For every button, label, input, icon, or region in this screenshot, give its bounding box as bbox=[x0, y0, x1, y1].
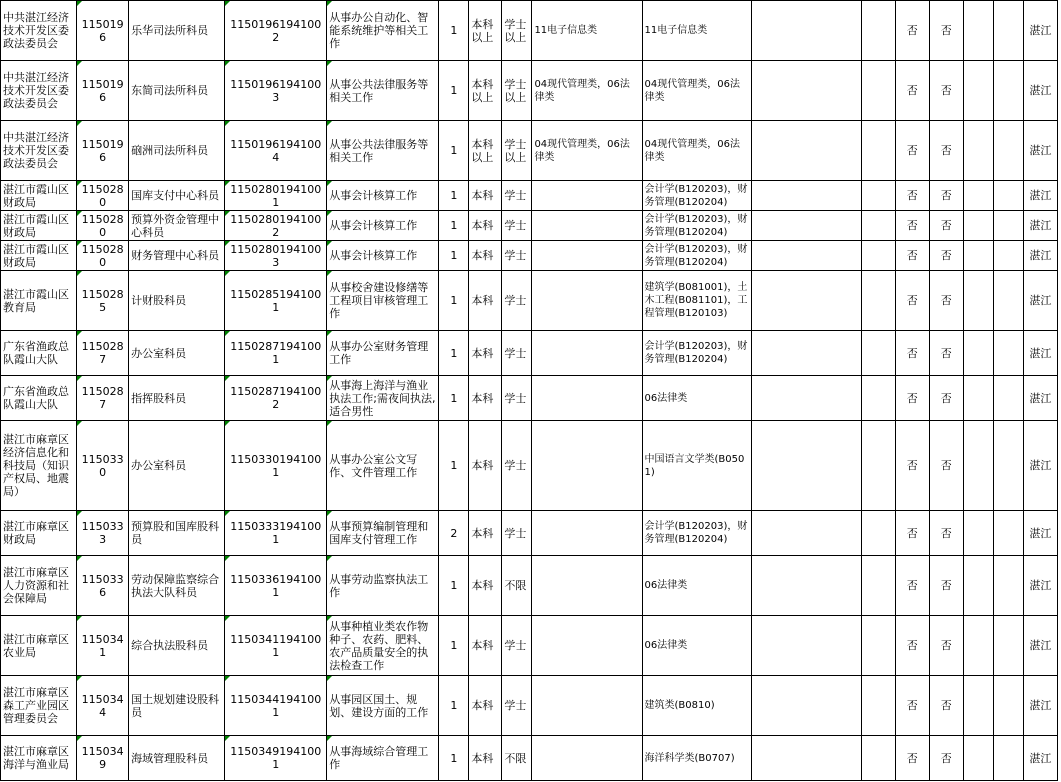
headcount-cell: 1 bbox=[439, 271, 469, 331]
post-code-cell: 11502871941001 bbox=[225, 331, 327, 376]
unit-code-cell: 1150344 bbox=[77, 676, 129, 736]
unit-code-cell: 1150280 bbox=[77, 241, 129, 271]
post-name-cell: 海域管理股科员 bbox=[129, 736, 225, 781]
empty-cell bbox=[993, 61, 1023, 121]
empty-cell bbox=[963, 121, 993, 181]
headcount-cell: 1 bbox=[439, 241, 469, 271]
major-bachelor-cell: 会计学(B120203)，财务管理(B120204) bbox=[642, 331, 751, 376]
major-bachelor-cell: 06法律类 bbox=[642, 376, 751, 421]
empty-cell bbox=[993, 376, 1023, 421]
duty-cell: 从事公共法律服务等相关工作 bbox=[327, 61, 439, 121]
condition-cell: 否 bbox=[929, 676, 963, 736]
condition-cell: 否 bbox=[895, 61, 929, 121]
post-code-cell: 11501961941004 bbox=[225, 121, 327, 181]
condition-cell: 否 bbox=[895, 211, 929, 241]
table-row bbox=[1, 211, 1058, 241]
empty-cell bbox=[751, 376, 861, 421]
degree-cell: 不限 bbox=[502, 736, 532, 781]
empty-cell bbox=[963, 1, 993, 61]
degree-cell: 学士 bbox=[502, 376, 532, 421]
empty-cell bbox=[751, 181, 861, 211]
post-code-cell: 11502871941002 bbox=[225, 376, 327, 421]
degree-cell: 学士以上 bbox=[502, 121, 532, 181]
post-code-cell: 11502801941001 bbox=[225, 181, 327, 211]
headcount-cell: 1 bbox=[439, 421, 469, 511]
major-college-cell bbox=[532, 736, 642, 781]
condition-cell: 否 bbox=[929, 241, 963, 271]
major-bachelor-cell: 06法律类 bbox=[642, 616, 751, 676]
unit-cell: 湛江市霞山区教育局 bbox=[1, 271, 77, 331]
unit-cell: 湛江市麻章区财政局 bbox=[1, 511, 77, 556]
empty-cell bbox=[751, 736, 861, 781]
empty-cell bbox=[993, 331, 1023, 376]
headcount-cell: 1 bbox=[439, 676, 469, 736]
condition-cell: 否 bbox=[895, 331, 929, 376]
degree-cell: 学士 bbox=[502, 271, 532, 331]
post-name-cell: 办公室科员 bbox=[129, 331, 225, 376]
condition-cell: 否 bbox=[929, 616, 963, 676]
unit-code-cell: 1150333 bbox=[77, 511, 129, 556]
post-name-cell: 指挥股科员 bbox=[129, 376, 225, 421]
post-name-cell: 国库支付中心科员 bbox=[129, 181, 225, 211]
city-cell: 湛江 bbox=[1023, 271, 1057, 331]
unit-cell: 湛江市霞山区财政局 bbox=[1, 241, 77, 271]
condition-cell: 否 bbox=[929, 331, 963, 376]
table-row bbox=[1, 181, 1058, 211]
post-name-cell: 东简司法所科员 bbox=[129, 61, 225, 121]
table-row bbox=[1, 676, 1058, 736]
empty-cell bbox=[751, 421, 861, 511]
city-cell: 湛江 bbox=[1023, 1, 1057, 61]
major-college-cell bbox=[532, 421, 642, 511]
city-cell: 湛江 bbox=[1023, 241, 1057, 271]
post-name-cell: 综合执法股科员 bbox=[129, 616, 225, 676]
education-cell: 本科 bbox=[469, 271, 502, 331]
empty-cell bbox=[993, 241, 1023, 271]
post-code-cell: 11501961941003 bbox=[225, 61, 327, 121]
headcount-cell: 1 bbox=[439, 61, 469, 121]
empty-cell bbox=[963, 211, 993, 241]
unit-code-cell: 1150280 bbox=[77, 181, 129, 211]
post-name-cell: 预算外资金管理中心科员 bbox=[129, 211, 225, 241]
empty-cell bbox=[751, 511, 861, 556]
education-cell: 本科 bbox=[469, 616, 502, 676]
empty-cell bbox=[993, 511, 1023, 556]
empty-cell bbox=[993, 121, 1023, 181]
major-bachelor-cell: 会计学(B120203)，财务管理(B120204) bbox=[642, 181, 751, 211]
major-college-cell bbox=[532, 181, 642, 211]
post-name-cell: 乐华司法所科员 bbox=[129, 1, 225, 61]
education-cell: 本科 bbox=[469, 511, 502, 556]
empty-cell bbox=[993, 271, 1023, 331]
unit-code-cell: 1150285 bbox=[77, 271, 129, 331]
empty-cell bbox=[861, 376, 895, 421]
condition-cell: 否 bbox=[929, 1, 963, 61]
duty-cell: 从事会计核算工作 bbox=[327, 241, 439, 271]
unit-cell: 湛江市麻章区农业局 bbox=[1, 616, 77, 676]
headcount-cell: 1 bbox=[439, 181, 469, 211]
major-bachelor-cell: 会计学(B120203)，财务管理(B120204) bbox=[642, 511, 751, 556]
major-college-cell bbox=[532, 241, 642, 271]
empty-cell bbox=[861, 61, 895, 121]
unit-code-cell: 1150196 bbox=[77, 61, 129, 121]
post-code-cell: 11502851941001 bbox=[225, 271, 327, 331]
condition-cell: 否 bbox=[895, 271, 929, 331]
major-bachelor-cell: 04现代管理类，06法律类 bbox=[642, 121, 751, 181]
table-row bbox=[1, 241, 1058, 271]
post-name-cell: 财务管理中心科员 bbox=[129, 241, 225, 271]
duty-cell: 从事会计核算工作 bbox=[327, 211, 439, 241]
degree-cell: 学士 bbox=[502, 211, 532, 241]
major-college-cell: 04现代管理类，06法律类 bbox=[532, 61, 642, 121]
empty-cell bbox=[861, 331, 895, 376]
duty-cell: 从事公共法律服务等相关工作 bbox=[327, 121, 439, 181]
unit-cell: 广东省渔政总队霞山大队 bbox=[1, 331, 77, 376]
major-bachelor-cell: 11电子信息类 bbox=[642, 1, 751, 61]
table-row bbox=[1, 616, 1058, 676]
condition-cell: 否 bbox=[929, 556, 963, 616]
headcount-cell: 2 bbox=[439, 511, 469, 556]
empty-cell bbox=[993, 211, 1023, 241]
unit-cell: 湛江市麻章区人力资源和社会保障局 bbox=[1, 556, 77, 616]
education-cell: 本科以上 bbox=[469, 61, 502, 121]
major-bachelor-cell: 会计学(B120203)，财务管理(B120204) bbox=[642, 211, 751, 241]
degree-cell: 学士 bbox=[502, 331, 532, 376]
empty-cell bbox=[861, 241, 895, 271]
unit-cell: 中共湛江经济技术开发区委政法委员会 bbox=[1, 121, 77, 181]
post-code-cell: 11503331941001 bbox=[225, 511, 327, 556]
empty-cell bbox=[963, 271, 993, 331]
major-college-cell bbox=[532, 556, 642, 616]
post-name-cell: 办公室科员 bbox=[129, 421, 225, 511]
degree-cell: 学士 bbox=[502, 241, 532, 271]
city-cell: 湛江 bbox=[1023, 421, 1057, 511]
duty-cell: 从事种植业类农作物种子、农药、肥料、农产品质量安全的执法检查工作 bbox=[327, 616, 439, 676]
condition-cell: 否 bbox=[929, 211, 963, 241]
duty-cell: 从事园区国土、规划、建设方面的工作 bbox=[327, 676, 439, 736]
education-cell: 本科 bbox=[469, 181, 502, 211]
major-college-cell bbox=[532, 376, 642, 421]
empty-cell bbox=[861, 211, 895, 241]
table-row bbox=[1, 556, 1058, 616]
post-name-cell: 硇洲司法所科员 bbox=[129, 121, 225, 181]
condition-cell: 否 bbox=[929, 736, 963, 781]
empty-cell bbox=[751, 331, 861, 376]
major-college-cell bbox=[532, 616, 642, 676]
condition-cell: 否 bbox=[929, 271, 963, 331]
empty-cell bbox=[861, 1, 895, 61]
table-row bbox=[1, 121, 1058, 181]
empty-cell bbox=[751, 211, 861, 241]
table-row bbox=[1, 271, 1058, 331]
degree-cell: 不限 bbox=[502, 556, 532, 616]
condition-cell: 否 bbox=[895, 121, 929, 181]
empty-cell bbox=[861, 121, 895, 181]
empty-cell bbox=[963, 421, 993, 511]
headcount-cell: 1 bbox=[439, 556, 469, 616]
major-bachelor-cell: 06法律类 bbox=[642, 556, 751, 616]
education-cell: 本科以上 bbox=[469, 121, 502, 181]
condition-cell: 否 bbox=[895, 556, 929, 616]
table-row bbox=[1, 376, 1058, 421]
city-cell: 湛江 bbox=[1023, 331, 1057, 376]
empty-cell bbox=[993, 736, 1023, 781]
empty-cell bbox=[993, 421, 1023, 511]
empty-cell bbox=[993, 181, 1023, 211]
empty-cell bbox=[963, 616, 993, 676]
unit-cell: 湛江市霞山区财政局 bbox=[1, 181, 77, 211]
duty-cell: 从事会计核算工作 bbox=[327, 181, 439, 211]
condition-cell: 否 bbox=[895, 376, 929, 421]
unit-cell: 湛江市霞山区财政局 bbox=[1, 211, 77, 241]
unit-code-cell: 1150287 bbox=[77, 331, 129, 376]
city-cell: 湛江 bbox=[1023, 736, 1057, 781]
city-cell: 湛江 bbox=[1023, 556, 1057, 616]
unit-code-cell: 1150280 bbox=[77, 211, 129, 241]
empty-cell bbox=[861, 736, 895, 781]
post-code-cell: 11503491941001 bbox=[225, 736, 327, 781]
duty-cell: 从事劳动监察执法工作 bbox=[327, 556, 439, 616]
degree-cell: 学士 bbox=[502, 511, 532, 556]
post-name-cell: 计财股科员 bbox=[129, 271, 225, 331]
education-cell: 本科 bbox=[469, 331, 502, 376]
empty-cell bbox=[861, 181, 895, 211]
major-college-cell bbox=[532, 331, 642, 376]
empty-cell bbox=[751, 616, 861, 676]
unit-code-cell: 1150336 bbox=[77, 556, 129, 616]
unit-code-cell: 1150287 bbox=[77, 376, 129, 421]
major-bachelor-cell: 04现代管理类，06法律类 bbox=[642, 61, 751, 121]
unit-cell: 中共湛江经济技术开发区委政法委员会 bbox=[1, 61, 77, 121]
education-cell: 本科 bbox=[469, 376, 502, 421]
empty-cell bbox=[751, 61, 861, 121]
post-code-cell: 11503361941001 bbox=[225, 556, 327, 616]
duty-cell: 从事校舍建设修缮等工程项目审核管理工作 bbox=[327, 271, 439, 331]
post-name-cell: 国土规划建设股科员 bbox=[129, 676, 225, 736]
degree-cell: 学士以上 bbox=[502, 1, 532, 61]
condition-cell: 否 bbox=[895, 616, 929, 676]
condition-cell: 否 bbox=[895, 676, 929, 736]
major-college-cell bbox=[532, 271, 642, 331]
major-college-cell: 11电子信息类 bbox=[532, 1, 642, 61]
empty-cell bbox=[751, 241, 861, 271]
duty-cell: 从事办公室公文写作、文件管理工作 bbox=[327, 421, 439, 511]
headcount-cell: 1 bbox=[439, 331, 469, 376]
education-cell: 本科 bbox=[469, 676, 502, 736]
empty-cell bbox=[751, 1, 861, 61]
post-name-cell: 劳动保障监察综合执法大队科员 bbox=[129, 556, 225, 616]
empty-cell bbox=[993, 616, 1023, 676]
headcount-cell: 1 bbox=[439, 211, 469, 241]
condition-cell: 否 bbox=[895, 181, 929, 211]
education-cell: 本科 bbox=[469, 736, 502, 781]
condition-cell: 否 bbox=[895, 241, 929, 271]
condition-cell: 否 bbox=[895, 1, 929, 61]
condition-cell: 否 bbox=[895, 736, 929, 781]
city-cell: 湛江 bbox=[1023, 121, 1057, 181]
post-code-cell: 11501961941002 bbox=[225, 1, 327, 61]
condition-cell: 否 bbox=[929, 421, 963, 511]
condition-cell: 否 bbox=[929, 181, 963, 211]
empty-cell bbox=[963, 376, 993, 421]
table-row bbox=[1, 1, 1058, 61]
unit-cell: 湛江市麻章区森工产业园区管理委员会 bbox=[1, 676, 77, 736]
degree-cell: 学士 bbox=[502, 676, 532, 736]
unit-cell: 湛江市麻章区经济信息化和科技局（知识产权局、地震局） bbox=[1, 421, 77, 511]
post-code-cell: 11503301941001 bbox=[225, 421, 327, 511]
empty-cell bbox=[861, 676, 895, 736]
empty-cell bbox=[963, 331, 993, 376]
empty-cell bbox=[963, 61, 993, 121]
duty-cell: 从事预算编制管理和国库支付管理工作 bbox=[327, 511, 439, 556]
headcount-cell: 1 bbox=[439, 121, 469, 181]
empty-cell bbox=[993, 556, 1023, 616]
headcount-cell: 1 bbox=[439, 1, 469, 61]
degree-cell: 学士 bbox=[502, 181, 532, 211]
table-body bbox=[1, 1, 1058, 781]
city-cell: 湛江 bbox=[1023, 676, 1057, 736]
city-cell: 湛江 bbox=[1023, 211, 1057, 241]
duty-cell: 从事办公室财务管理工作 bbox=[327, 331, 439, 376]
post-code-cell: 11502801941003 bbox=[225, 241, 327, 271]
unit-cell: 湛江市麻章区海洋与渔业局 bbox=[1, 736, 77, 781]
duty-cell: 从事海域综合管理工作 bbox=[327, 736, 439, 781]
major-college-cell bbox=[532, 676, 642, 736]
education-cell: 本科 bbox=[469, 421, 502, 511]
table-row bbox=[1, 61, 1058, 121]
unit-code-cell: 1150196 bbox=[77, 1, 129, 61]
headcount-cell: 1 bbox=[439, 376, 469, 421]
unit-code-cell: 1150330 bbox=[77, 421, 129, 511]
empty-cell bbox=[861, 421, 895, 511]
major-college-cell: 04现代管理类，06法律类 bbox=[532, 121, 642, 181]
major-bachelor-cell: 中国语言文学类(B0501) bbox=[642, 421, 751, 511]
duty-cell: 从事办公自动化、智能系统维护等相关工作 bbox=[327, 1, 439, 61]
empty-cell bbox=[963, 736, 993, 781]
city-cell: 湛江 bbox=[1023, 61, 1057, 121]
empty-cell bbox=[963, 181, 993, 211]
major-bachelor-cell: 会计学(B120203)，财务管理(B120204) bbox=[642, 241, 751, 271]
unit-code-cell: 1150349 bbox=[77, 736, 129, 781]
empty-cell bbox=[751, 556, 861, 616]
unit-code-cell: 1150196 bbox=[77, 121, 129, 181]
unit-code-cell: 1150341 bbox=[77, 616, 129, 676]
empty-cell bbox=[861, 511, 895, 556]
education-cell: 本科 bbox=[469, 241, 502, 271]
empty-cell bbox=[751, 271, 861, 331]
table-row bbox=[1, 421, 1058, 511]
empty-cell bbox=[963, 556, 993, 616]
degree-cell: 学士以上 bbox=[502, 61, 532, 121]
condition-cell: 否 bbox=[895, 511, 929, 556]
major-bachelor-cell: 建筑学(B081001)，土木工程(B081101)，工程管理(B120103) bbox=[642, 271, 751, 331]
empty-cell bbox=[861, 556, 895, 616]
city-cell: 湛江 bbox=[1023, 511, 1057, 556]
empty-cell bbox=[993, 676, 1023, 736]
major-bachelor-cell: 海洋科学类(B0707) bbox=[642, 736, 751, 781]
empty-cell bbox=[963, 241, 993, 271]
education-cell: 本科 bbox=[469, 556, 502, 616]
duty-cell: 从事海上海洋与渔业执法工作;需夜间执法,适合男性 bbox=[327, 376, 439, 421]
city-cell: 湛江 bbox=[1023, 181, 1057, 211]
table-row bbox=[1, 331, 1058, 376]
post-name-cell: 预算股和国库股科员 bbox=[129, 511, 225, 556]
empty-cell bbox=[963, 676, 993, 736]
city-cell: 湛江 bbox=[1023, 376, 1057, 421]
headcount-cell: 1 bbox=[439, 736, 469, 781]
condition-cell: 否 bbox=[929, 61, 963, 121]
unit-cell: 中共湛江经济技术开发区委政法委员会 bbox=[1, 1, 77, 61]
education-cell: 本科 bbox=[469, 211, 502, 241]
empty-cell bbox=[963, 511, 993, 556]
unit-cell: 广东省渔政总队霞山大队 bbox=[1, 376, 77, 421]
condition-cell: 否 bbox=[929, 511, 963, 556]
post-code-cell: 11503441941001 bbox=[225, 676, 327, 736]
empty-cell bbox=[993, 1, 1023, 61]
major-bachelor-cell: 建筑类(B0810) bbox=[642, 676, 751, 736]
degree-cell: 学士 bbox=[502, 421, 532, 511]
empty-cell bbox=[861, 616, 895, 676]
post-code-cell: 11503411941001 bbox=[225, 616, 327, 676]
empty-cell bbox=[751, 676, 861, 736]
condition-cell: 否 bbox=[929, 376, 963, 421]
post-code-cell: 11502801941002 bbox=[225, 211, 327, 241]
condition-cell: 否 bbox=[895, 421, 929, 511]
table-row bbox=[1, 511, 1058, 556]
city-cell: 湛江 bbox=[1023, 616, 1057, 676]
table-row bbox=[1, 736, 1058, 781]
education-cell: 本科以上 bbox=[469, 1, 502, 61]
headcount-cell: 1 bbox=[439, 616, 469, 676]
condition-cell: 否 bbox=[929, 121, 963, 181]
empty-cell bbox=[751, 121, 861, 181]
major-college-cell bbox=[532, 511, 642, 556]
major-college-cell bbox=[532, 211, 642, 241]
degree-cell: 学士 bbox=[502, 616, 532, 676]
empty-cell bbox=[861, 271, 895, 331]
